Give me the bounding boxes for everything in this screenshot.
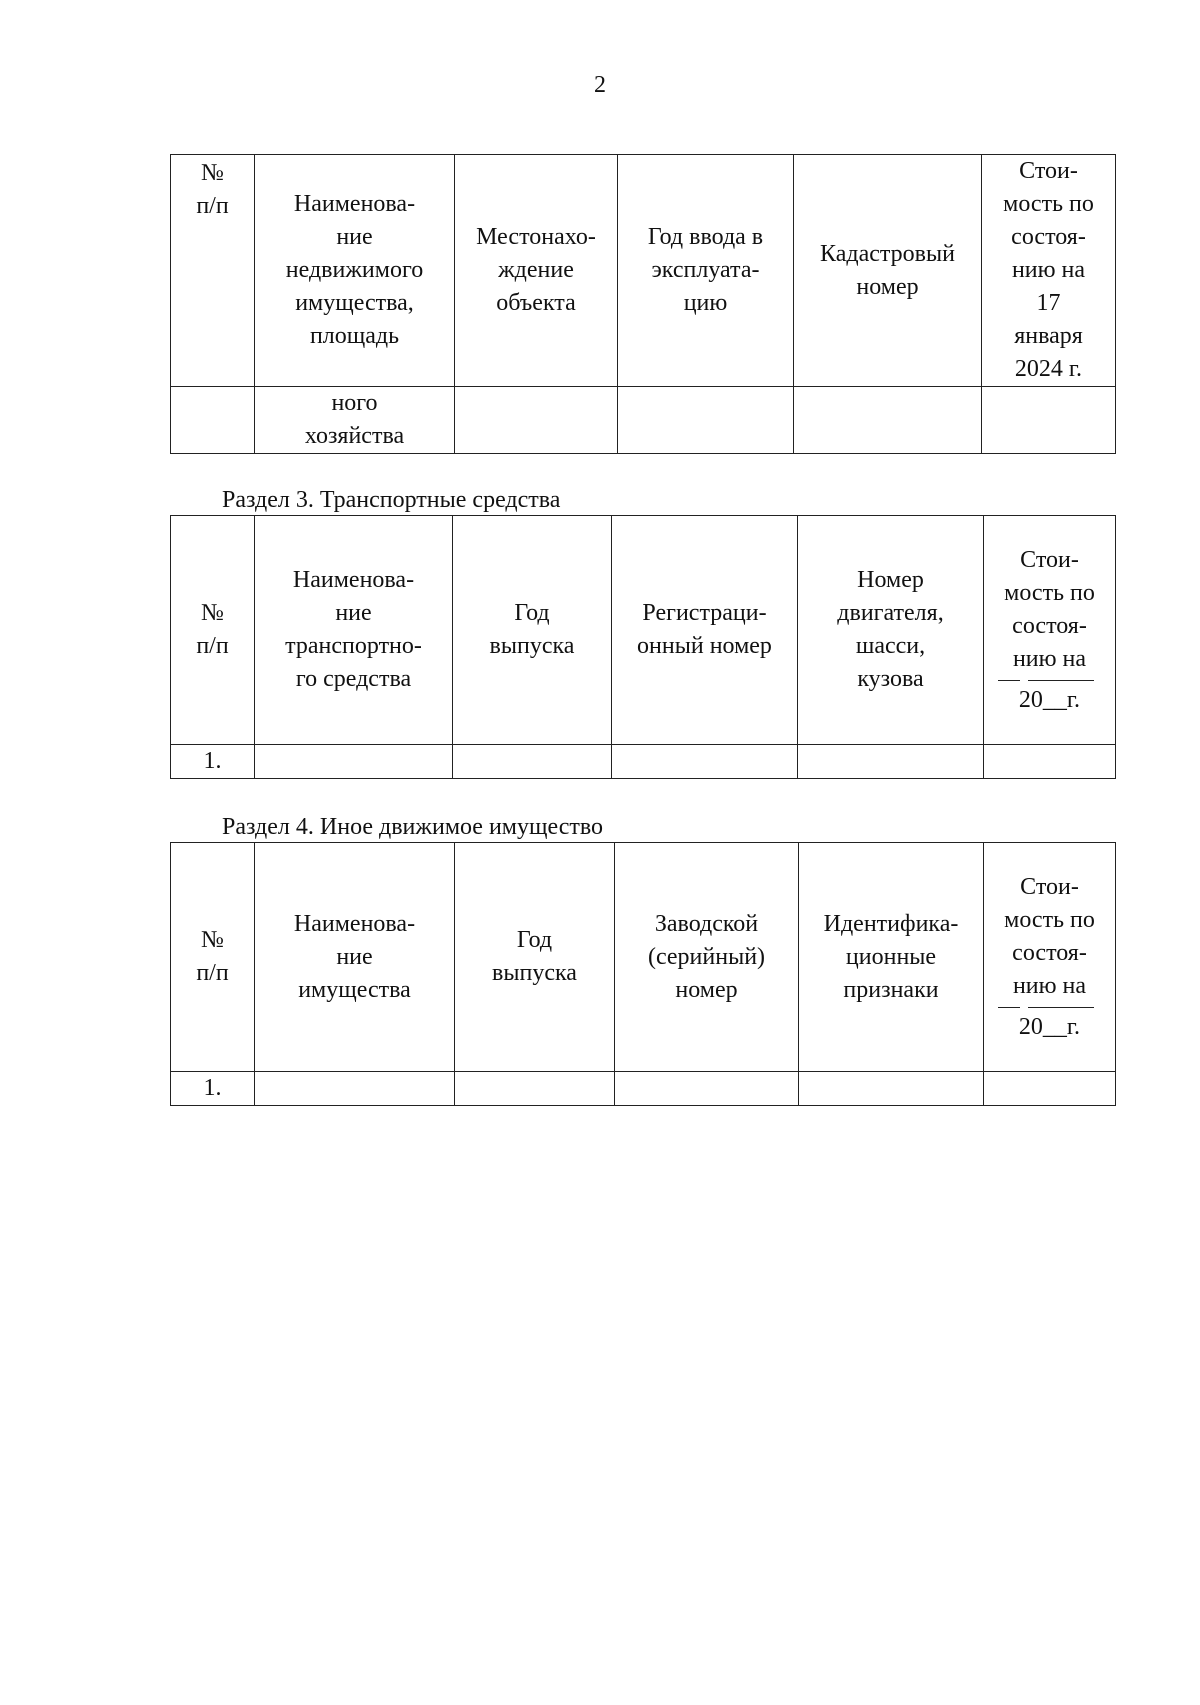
table-cell: [453, 745, 612, 779]
table-cell: [984, 745, 1116, 779]
section-3-title: Раздел 3. Транспортные средства: [222, 487, 561, 513]
header-location: Местонахо- ждение объекта: [455, 155, 618, 387]
other-movable-property-table: [170, 842, 1116, 1106]
table-cell: [799, 1072, 984, 1106]
header-cost: Стои- мость по состоя- нию на 17 января 2024 г.: [982, 155, 1116, 387]
table-cell: 1.: [171, 745, 255, 779]
table-row: [171, 745, 1116, 779]
header-property-name: Наименова- ние имущества: [255, 843, 455, 1072]
header-number: № п/п: [171, 516, 255, 745]
table-header-row: [171, 155, 1116, 387]
vehicles-table: [170, 515, 1116, 779]
table-cell: 1.: [171, 1072, 255, 1106]
date-underline: [988, 1003, 1111, 1011]
table-cell: [255, 745, 453, 779]
header-cadastral-number: Кадастровый номер: [794, 155, 982, 387]
date-year-blank: 20__г.: [1018, 686, 1081, 713]
header-release-year: Год выпуска: [455, 843, 615, 1072]
header-release-year: Год выпуска: [453, 516, 612, 745]
table-header-row: [171, 843, 1116, 1072]
header-identification-features: Идентифика- ционные признаки: [799, 843, 984, 1072]
header-vehicle-name: Наименова- ние транспортно- го средства: [255, 516, 453, 745]
header-serial-number: Заводской (серийный) номер: [615, 843, 799, 1072]
table-cell: [984, 1072, 1116, 1106]
date-underline: [988, 676, 1111, 684]
table-cell: [171, 387, 255, 454]
header-cost-label: Стои- мость по состоя- нию на: [1004, 873, 1095, 999]
table-cell: [618, 387, 794, 454]
header-number: № п/п: [171, 843, 255, 1072]
table-cell: ного хозяйства: [255, 387, 455, 454]
header-number: № п/п: [171, 155, 255, 387]
header-commissioning-year: Год ввода в эксплуата- цию: [618, 155, 794, 387]
header-cost: [984, 843, 1116, 1072]
table-cell: [255, 1072, 455, 1106]
section-4-title: Раздел 4. Иное движимое имущество: [222, 814, 604, 840]
table-cell: [455, 387, 618, 454]
header-cost: [984, 516, 1116, 745]
page-number: 2: [594, 72, 606, 98]
header-engine-chassis-body: Номер двигателя, шасси, кузова: [798, 516, 984, 745]
table-cell: [455, 1072, 615, 1106]
table-cell: [982, 387, 1116, 454]
date-year-blank: 20__г.: [1018, 1013, 1081, 1040]
header-cost-label: Стои- мость по состоя- нию на: [1004, 546, 1095, 672]
header-property-name: Наименова- ние недвижимого имущества, площадь: [255, 155, 455, 387]
table-header-row: [171, 516, 1116, 745]
table-cell: [794, 387, 982, 454]
table-cell: [612, 745, 798, 779]
header-registration-number: Регистраци- онный номер: [612, 516, 798, 745]
table-row: [171, 1072, 1116, 1106]
table-cell: [798, 745, 984, 779]
table-row: [171, 387, 1116, 454]
table-cell: [615, 1072, 799, 1106]
real-estate-table: [170, 154, 1116, 454]
